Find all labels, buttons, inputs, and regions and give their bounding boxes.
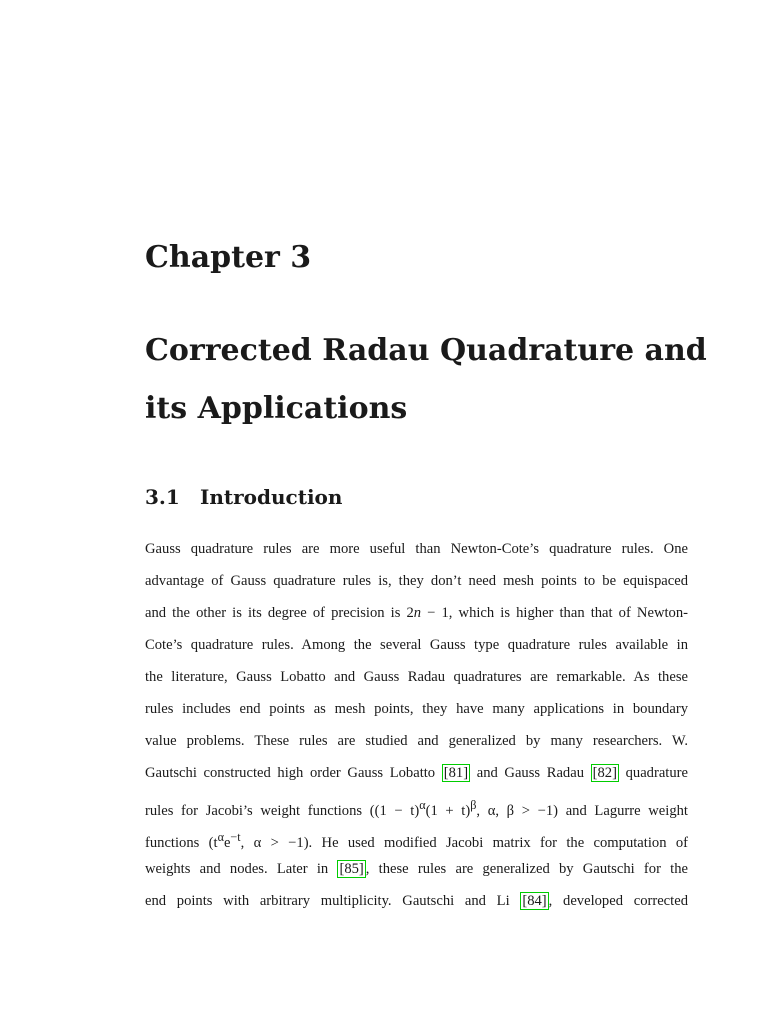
citation-link-84[interactable]: [84] — [522, 893, 547, 909]
text-span: and Gauss Radau — [470, 765, 591, 781]
section-number: 3.1 — [145, 485, 180, 509]
math-superscript: α — [217, 830, 224, 844]
text-span: weights and nodes. Later in — [145, 861, 338, 877]
text-span: and the other is its degree of precision is 2 — [145, 605, 414, 621]
text-line: Cote’s quadrature rules. Among the several Gauss type quadrature rules available in — [145, 637, 688, 653]
text-span: quadrature — [618, 765, 688, 781]
citation-link-82[interactable]: [82] — [592, 765, 617, 781]
chapter-label: Chapter 3 — [145, 240, 312, 275]
text-line: rules includes end points as mesh points, they have many applications in boundary — [145, 701, 688, 717]
text-span: − 1, which is higher than that of Newton- — [421, 605, 688, 621]
text-span: (1 + t) — [425, 802, 471, 819]
text-line — [145, 885, 688, 917]
math-var: n — [413, 605, 422, 621]
text-span: functions (t — [145, 834, 218, 851]
chapter-title-line: its Applications — [145, 391, 408, 426]
section-title: Introduction — [200, 485, 343, 509]
text-line: the literature, Gauss Lobatto and Gauss Radau quadratures are remarkable. As these — [145, 669, 688, 685]
text-span: , α > −1). He used modified Jacobi matrix for the computation of — [240, 834, 688, 851]
text-span: end points with arbitrary multiplicity. Gautschi and Li — [145, 893, 521, 909]
text-span: , α, β > −1) and Lagurre weight — [476, 802, 688, 819]
math-superscript: β — [470, 798, 477, 812]
text-span: rules for Jacobi’s weight functions ((1 − t) — [145, 802, 420, 819]
math-superscript: α — [419, 798, 426, 812]
section-heading — [145, 485, 342, 509]
chapter-title — [145, 322, 705, 438]
math-superscript: −t — [230, 830, 241, 844]
text-span: Gautschi constructed high order Gauss Lobatto — [145, 765, 442, 781]
text-line: value problems. These rules are studied and generalized by many researchers. W. — [145, 733, 688, 749]
chapter-title-line: Corrected Radau Quadrature and — [145, 333, 707, 368]
text-line: Gauss quadrature rules are more useful than Newton-Cote’s quadrature rules. One — [145, 541, 688, 557]
body-paragraph — [145, 533, 688, 917]
text-line — [145, 789, 688, 821]
text-line — [145, 757, 688, 789]
text-line — [145, 597, 688, 629]
citation-link-85[interactable]: [85] — [339, 861, 364, 877]
citation-link-81[interactable]: [81] — [443, 765, 469, 781]
text-line — [145, 821, 688, 853]
text-line — [145, 853, 688, 885]
text-span: e — [223, 834, 231, 851]
text-span: , developed corrected — [548, 893, 688, 909]
text-line: advantage of Gauss quadrature rules is, they don’t need mesh points to be equispaced — [145, 573, 688, 589]
text-span: , these rules are generalized by Gautschi for the — [365, 861, 688, 877]
